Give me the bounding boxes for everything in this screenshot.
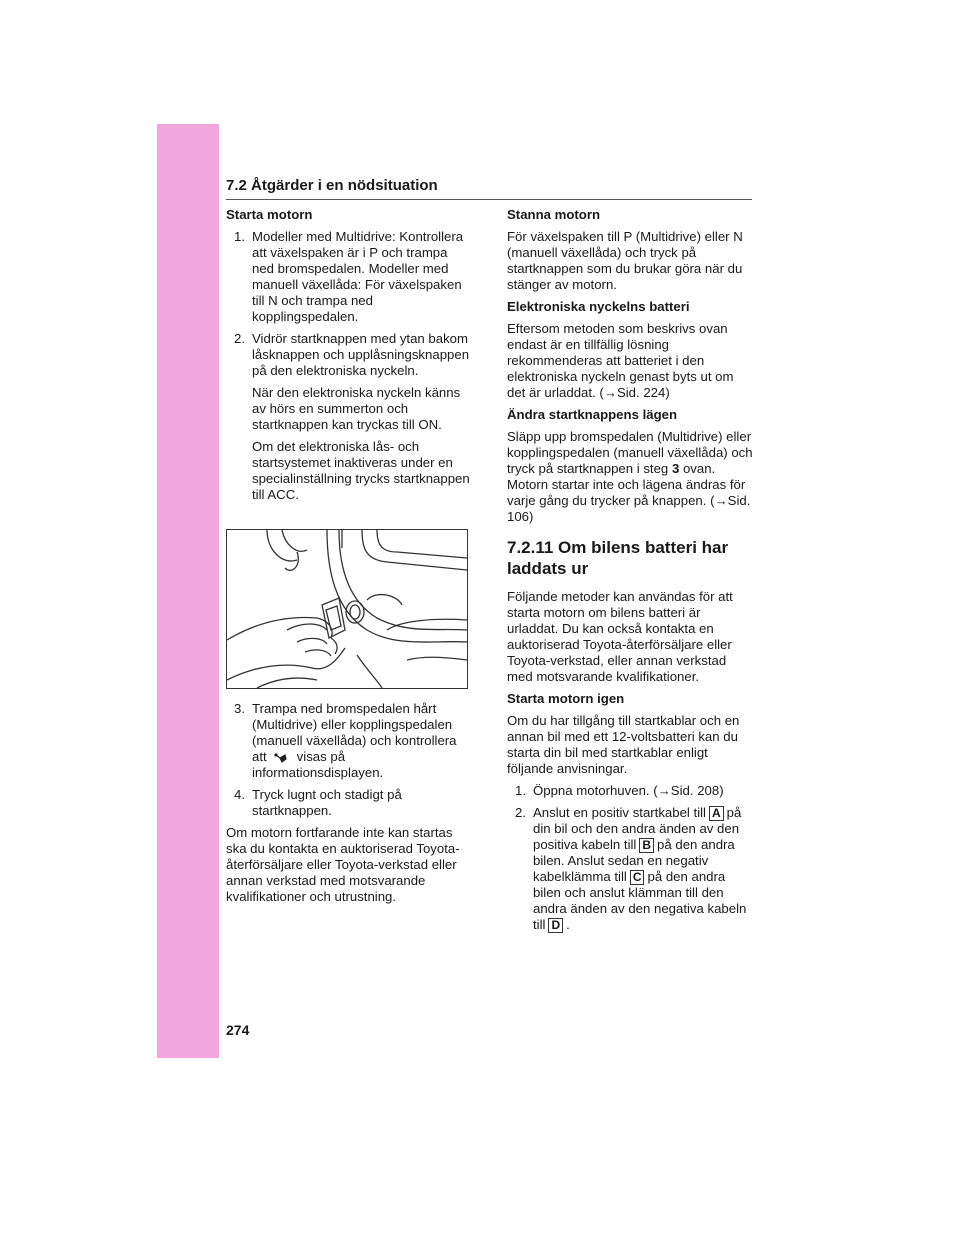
section-heading-battery: 7.2.11 Om bilens batteri har laddats ur bbox=[507, 538, 729, 578]
step-2-note-2: Om det elektroniska lås- och startsystemet inaktiveras under en specialinställning trycks startknappen till ACC. bbox=[252, 439, 470, 502]
label-c: C bbox=[630, 870, 645, 885]
jump-step-1: 1. Öppna motorhuven. (→Sid. 208) bbox=[515, 783, 724, 798]
key-battery-paragraph: Eftersom metoden som beskrivs ovan endast är en tillfällig lösning rekommenderas att batteriet i den elektroniska nyckeln genast byts ut om det är urladdat. (→Sid. 224) bbox=[507, 321, 734, 400]
step-3: 3. Trampa ned bromspedalen hårt (Multidrive) eller kopplingspedalen (manuell växellåda) och kontrollera att visas på informationsdisplayen. bbox=[234, 701, 457, 780]
section-header bbox=[226, 177, 752, 200]
section-title: 7.2 Åtgärder i en nödsituation bbox=[226, 177, 438, 194]
label-a: A bbox=[709, 806, 724, 821]
change-modes-paragraph: Släpp upp bromspedalen (Multidrive) eller kopplingspedalen (manuell växellåda) och tryck på startknappen i steg 3 ovan. Motorn startar inte och lägena ändras för varje gång du trycker på knappen. (→Sid. 106) bbox=[507, 429, 753, 524]
jump-step-2: 2. Anslut en positiv startkabel till A på din bil och den andra änden av den positiva kabeln till B på den andra bilen. Anslut sedan en negativ kabelklämma till C på den andra bilen och anslut klämman till den andra änden av den negativa kabeln till D . bbox=[515, 805, 747, 932]
label-b: B bbox=[639, 838, 654, 853]
heading-stanna-motorn: Stanna motorn bbox=[507, 207, 601, 222]
heading-restart: Starta motorn igen bbox=[507, 691, 625, 706]
stanna-paragraph: För växelspaken till P (Multidrive) eller N (manuell växellåda) och tryck på startknappen som du brukar göra när du stänger av motorn. bbox=[507, 229, 743, 292]
label-d: D bbox=[548, 918, 563, 933]
battery-intro-paragraph: Följande metoder kan användas för att starta motorn om bilens batteri är urladdat. Du kan också kontakta en auktoriserad Toyota-återförsäljare eller Toyota-verkstad, eller annan verkstad med motsvarande kvalifikationer. bbox=[507, 589, 733, 684]
step-2: 2. Vidrör startknappen med ytan bakom låsknappen och upplåsningsknappen på den elektroniska nyckeln. bbox=[234, 331, 470, 378]
step-4: 4. Tryck lugnt och stadigt på startknappen. bbox=[234, 787, 402, 818]
left-column bbox=[226, 207, 470, 911]
heading-starta-motorn: Starta motorn bbox=[226, 207, 313, 222]
key-indicator-icon bbox=[273, 752, 287, 764]
heading-key-battery: Elektroniska nyckelns batteri bbox=[507, 299, 690, 314]
page-number: 274 bbox=[226, 1022, 250, 1038]
jumpstart-paragraph: Om du har tillgång till startkablar och en annan bil med ett 12-voltsbatteri kan du starta din bil med startkablar enligt följande anvisningar. bbox=[507, 713, 740, 776]
step-1: 1. Modeller med Multidrive: Kontrollera att växelspaken är i P och trampa ned bromspedalen. Modeller med manuell växellåda: För växelspaken till N och trampa ned kopplingspedalen. bbox=[234, 229, 464, 324]
right-column bbox=[507, 207, 755, 939]
step-2-note-1: När den elektroniska nyckeln känns av hörs en summerton och startknappen kan tryckas till ON. bbox=[252, 385, 461, 432]
side-tab bbox=[157, 124, 219, 1058]
contact-dealer-paragraph: Om motorn fortfarande inte kan startas ska du kontakta en auktoriserad Toyota-återförsäljare eller Toyota-verkstad eller annan verkstad med motsvarande kvalifikationer och utrustning. bbox=[226, 825, 460, 904]
key-touch-illustration bbox=[226, 529, 468, 689]
hand-holding-key-illustration bbox=[227, 530, 467, 688]
heading-change-modes: Ändra startknappens lägen bbox=[507, 407, 678, 422]
